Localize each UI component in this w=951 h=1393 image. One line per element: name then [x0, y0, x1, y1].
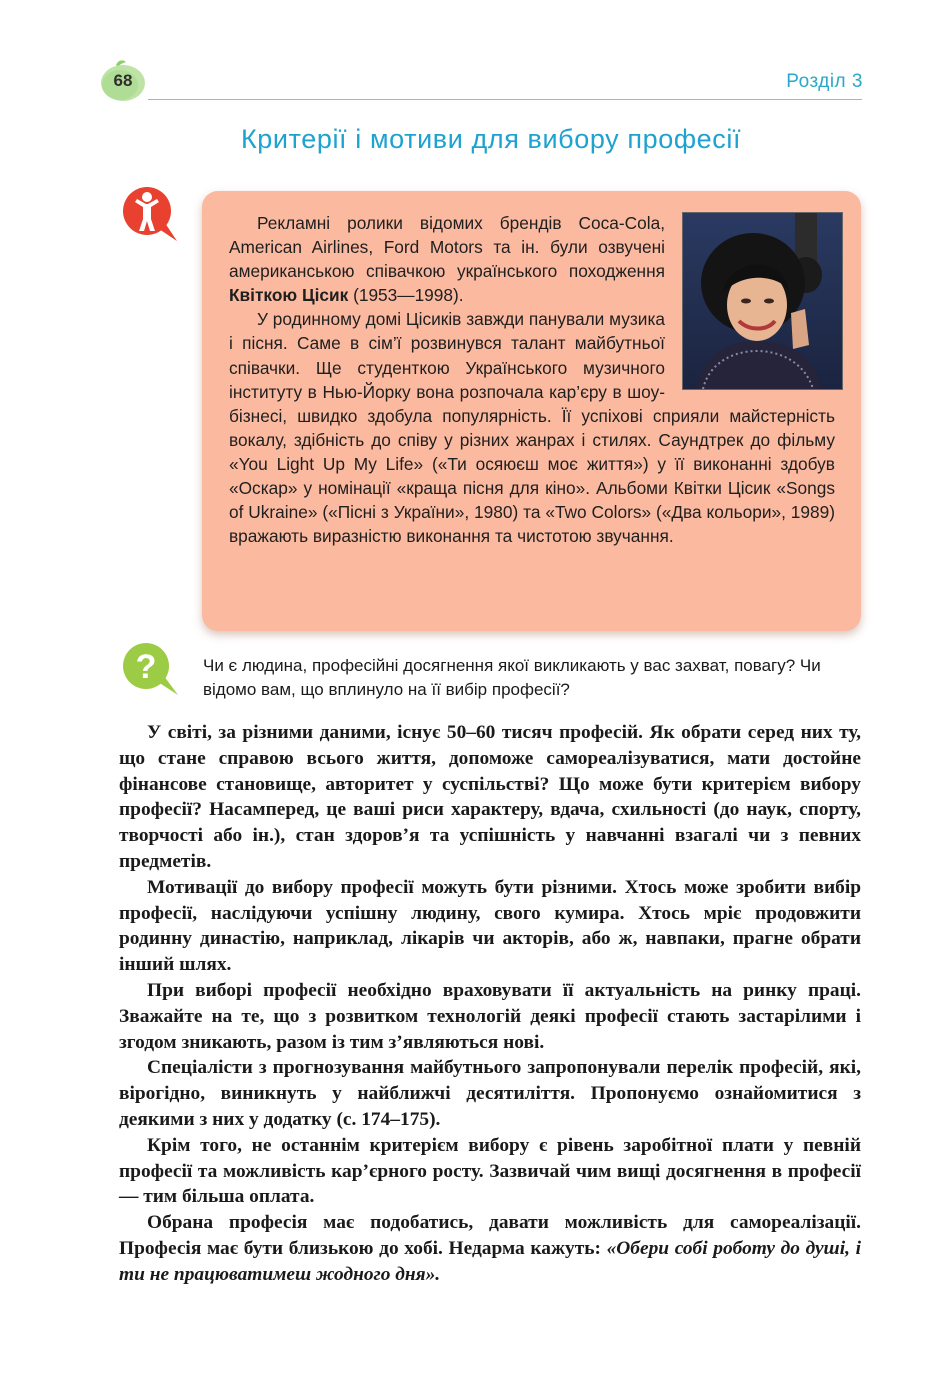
info-paragraph-1-end: (1953—1998).: [348, 285, 464, 306]
body-paragraph-1: У світі, за різними даними, існує 50–60 тисяч професій. Як обрати серед них ту, що стане справою всього життя, допоможе самореалізуватися, мати достойне фінансове становище, авторитет у суспільстві? Що може бути критерієм вибору професії? Насамперед, це ваші риси характеру, вдача, схильності (до наук, спорту, творчості або ін.), стан здоров’я та успішність у навчанні взагалі чи з певних предметів.: [119, 722, 861, 872]
info-paragraph-2: У родинному домі Цісиків завжди панували музика і пісня. Саме в сім’ї розвинувся талант майбутньої співачки. Ще студенткою Українського музичного інституту в Нью-Йорку вона розпочала кар’єру в шоу-бізнесі, швидко здобула популярність. Її успіхові сприяли майстерність вокалу, здібність до співу у різних жанрах і стилях. Саундтрек до фільму «You Light Up My Life» («Ти осяюєш моє життя») у її виконанні здобув «Оскар» у номінації «краща пісня для кіно». Альбоми Квітки Цісик «Songs of Ukraine» («Пісні з України», 1980) та «Two Colors» («Два кольори», 1989) вражають виразністю виконання та чистотою звучання.: [229, 309, 835, 547]
info-paragraph-1: [229, 211, 835, 307]
question-icon: [118, 640, 180, 696]
header-divider: [148, 99, 862, 100]
body-paragraph-2: Мотивації до вибору професії можуть бути різними. Хтось може зробити вибір професії, наслідуючи успішну людину, свого кумира. Хтось мріє продовжити родинну династію, наприклад, лікарів чи акторів, або ж, навпаки, прагне обрати інший шлях.: [119, 876, 861, 976]
closing-quote: «Обери собі роботу до душі, і ти не працюватимеш жодного дня».: [119, 1237, 861, 1285]
page-title: Критерії і мотиви для вибору професії: [240, 124, 742, 154]
singer-name: Квіткою Цісик: [229, 285, 349, 306]
body-paragraph-4: Спеціалісти з прогнозування майбутнього запропонували перелік професій, які, вірогідно, виникнуть у найближчі десятиліття. Пропонуємо ознайомитися з деякими з них у додатку (с. 174–175).: [119, 1057, 861, 1130]
body-paragraph-3: При виборі професії необхідно враховувати її актуальність на ринку праці. Зважайте на те, що з розвитком технологій деякі професії стають застарілими і згодом зникають, разом із тим з’являються нові.: [119, 979, 861, 1053]
page-number: 68: [113, 71, 133, 90]
question-text: Чи є людина, професійні досягнення якої викликають у вас захват, повагу? Чи відомо вам, що вплинуло на її вибір професії?: [203, 656, 821, 699]
body-paragraph-5: Крім того, не останнім критерієм вибору є рівень заробітної плати у певній професії та можливість кар’єрного росту. Зазвичай чим вищі досягнення в професії — тим більша оплата.: [119, 1134, 861, 1208]
photo-spacer: [673, 211, 835, 386]
body-paragraph-6: [119, 1210, 861, 1287]
main-text: [119, 720, 861, 1288]
person-info-icon: [117, 183, 181, 243]
info-paragraph-1-start: Рекламні ролики відомих брендів Coca-Cola, American Airlines, Ford Motors та ін. були озвучені американською співачкою українського походження: [229, 213, 665, 282]
info-callout-text: [229, 211, 835, 548]
svg-text:?: ?: [135, 648, 157, 686]
body-paragraph-6-start: Обрана професія має подобатись, давати можливість для самореалізації. Професія має бути близькою до хобі. Недарма кажуть:: [119, 1212, 861, 1259]
section-label: Розділ 3: [786, 71, 863, 92]
